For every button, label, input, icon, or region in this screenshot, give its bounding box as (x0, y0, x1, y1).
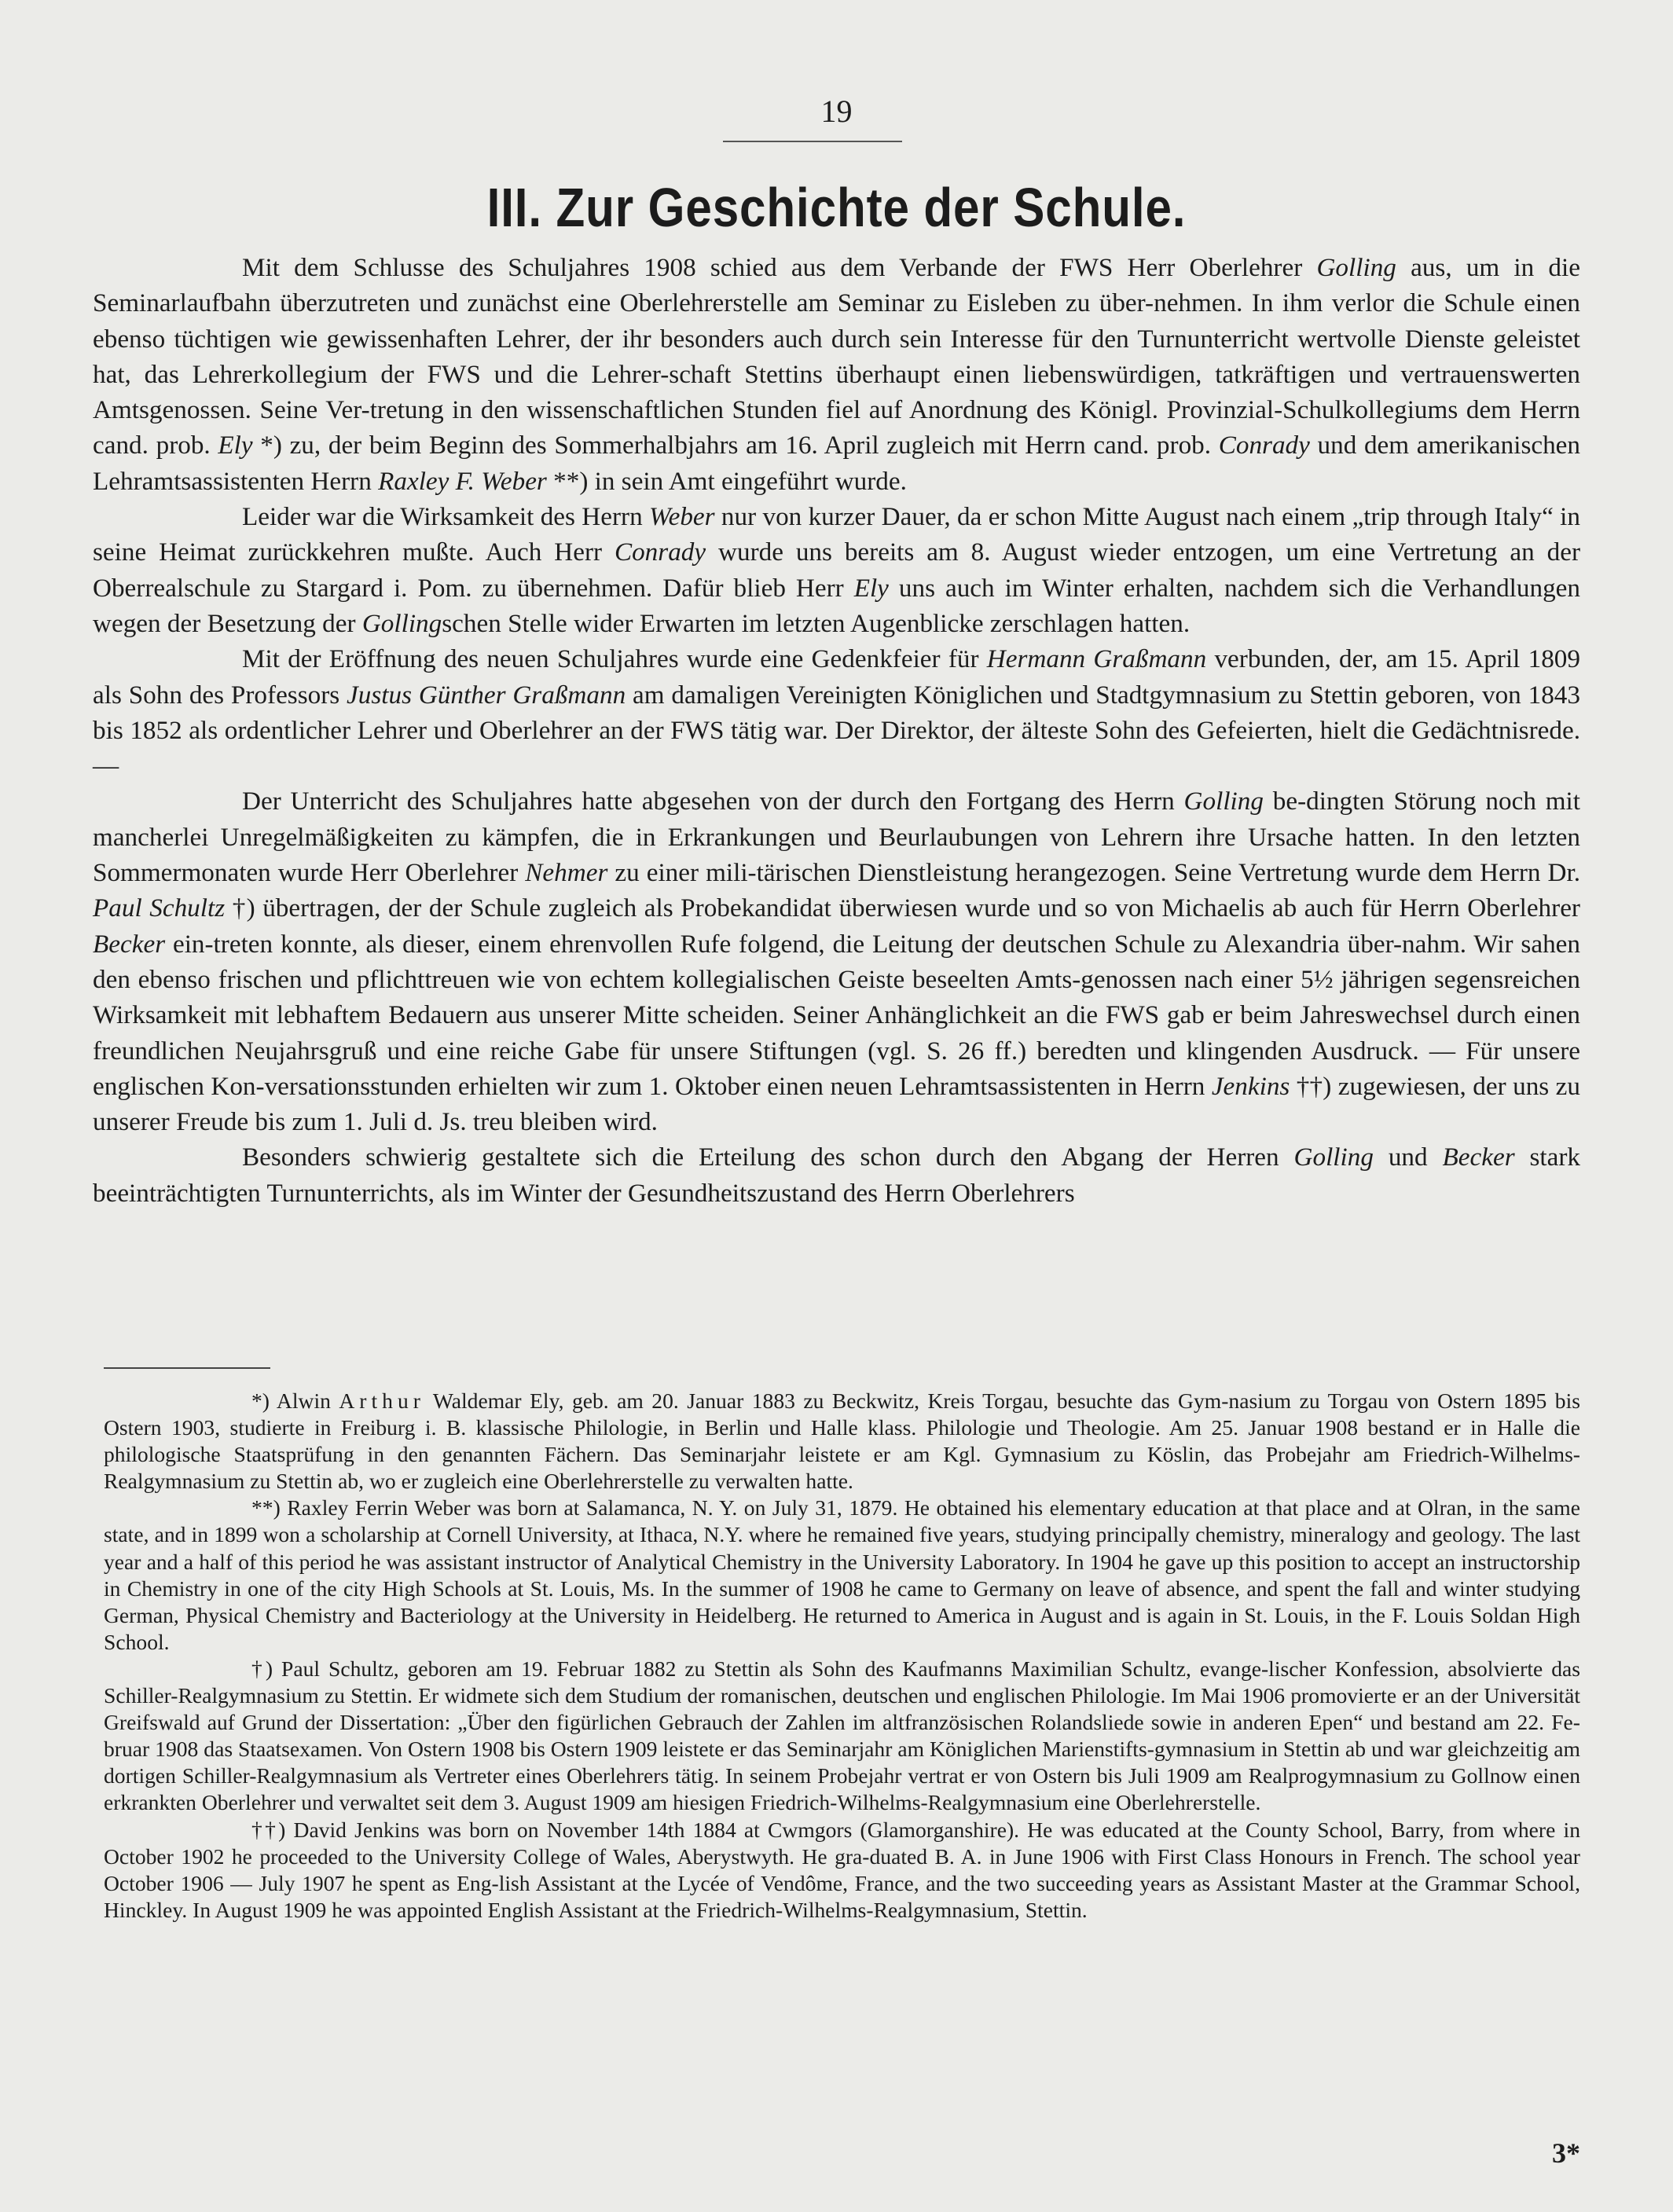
text-run: am damaligen Vereinigten Königlichen und Stadtgymnasium zu Stettin geboren, von 1843 bis 1852 als ordentlicher Lehrer und Oberlehrer an der FWS tätig war. Der Direktor, der älteste Sohn des Gefeierten, hielt die Gedächtnisrede. — (93, 680, 1580, 781)
italic-name: Jenkins (1211, 1071, 1290, 1101)
text-run: Leider war die Wirksamkeit des Herrn (242, 502, 649, 532)
footnote (104, 1388, 1580, 1495)
footnote (104, 1656, 1580, 1817)
italic-name: Justus Günther Graßmann (347, 680, 626, 710)
italic-name: Becker (1442, 1143, 1515, 1172)
text-run: ein-treten konnte, als dieser, einem ehrenvollen Rufe folgend, die Leitung der deutschen Schule zu Alexandria über-nahm. Wir sahen den ebenso frischen und pflichttreuen wie von echtem kollegialischen Geiste beseelten Amts-genossen nach einer 5½ jährigen segensreichen Wirksamkeit mit lebhaftem Bedauern aus unserer Mitte scheiden. Seiner Anhänglichkeit an die FWS gab er beim Jahreswechsel durch einen freundlichen Neujahrsgruß und eine reiche Gabe für unsere Stiftungen (vgl. S. 26 ff.) beredten und klingenden Ausdruck. — Für unsere englischen Kon-versationsstunden erhielten wir zum 1. Oktober einen neuen Lehramtsassistenten in Herrn (93, 929, 1580, 1101)
italic-name: Golling (1293, 1143, 1374, 1172)
italic-name: Golling (361, 608, 442, 638)
italic-name: Nehmer (525, 858, 608, 888)
italic-name: Raxley F. Weber (378, 466, 547, 496)
text-run: **) Raxley Ferrin Weber was born at Salamanca, N. Y. on July 31, 1879. He obtained his elementary education at that place and at Olran, in the same state, and in 1899 won a scholarship at Cornell University, at Ithaca, N.Y. where he remained five years, studying principally chemistry, mineralogy and geology. The last year and a half of this period he was assistant instructor of Analytical Chemistry in the University Laboratory. In 1904 he gave up this position to accept an instructorship in Chemistry in one of the city High Schools at St. Louis, Ms. In the summer of 1908 he came to Germany on leave of absence, and spent the fall and winter studying German, Physical Chemistry and Bacteriology at the University in Heidelberg. He returned to America in August and is again in St. Louis, in the F. Louis Soldan High School. (104, 1495, 1580, 1654)
page-number-rule (723, 141, 902, 142)
text-run: zu einer mili-tärischen Dienstleistung herangezogen. Seine Vertretung wurde dem Herrn Dr. (607, 858, 1580, 888)
italic-name: Ely (218, 431, 253, 460)
footnote-rule (104, 1367, 270, 1369)
spaced-name: Arthur (339, 1388, 425, 1413)
text-run: stark beeinträchtigten Turnunterrichts, als im Winter der Gesundheitszustand des Herrn Oberlehrers (93, 1143, 1581, 1208)
paragraph (93, 783, 1580, 1139)
text-run: Mit dem Schlusse des Schuljahres 1908 schied aus dem Verbande der FWS Herr Oberlehrer (242, 253, 1317, 282)
section-heading: III. Zur Geschichte der Schule. (486, 177, 1187, 238)
text-run: und dem amerikanischen Lehramtsassistenten Herrn (93, 431, 1581, 496)
text-run: *) zu, der beim Beginn des Sommerhalbjahrs am 16. April zugleich mit Herrn cand. prob. (252, 431, 1219, 460)
signature-mark: 3* (1552, 2137, 1580, 2169)
italic-name: Golling (1316, 253, 1396, 282)
text-run: wurde uns bereits am 8. August wieder entzogen, um eine Vertretung an der Oberrealschule zu Stargard i. Pom. zu übernehmen. Dafür blieb Herr (93, 537, 1580, 603)
italic-name: Weber (649, 502, 715, 532)
italic-name: Hermann Graßmann (986, 644, 1207, 674)
text-run: Besonders schwierig gestaltete sich die Erteilung des schon durch den Abgang der Herren (242, 1143, 1294, 1172)
paragraph (93, 499, 1580, 641)
text-run: †) Paul Schultz, geboren am 19. Februar 1882 zu Stettin als Sohn des Kaufmanns Maximilian Schultz, evange-lischer Konfession, absolvierte das Schiller-Realgymnasium zu Stettin. Er widmete sich dem Studium der romanischen, deutschen und englischen Philologie. Im Mai 1906 promovierte er an der Universität Greifswald auf Grund der Dissertation: „Über den figürlichen Gebrauch der Zahlen im altfranzösischen Rolandsliede sowie in anderen Epen“ und bestand am 22. Fe-bruar 1908 das Staatsexamen. Von Ostern 1908 bis Ostern 1909 leistete er das Seminarjahr am Königlichen Marienstifts-gymnasium in Stettin ab und war gleichzeitig am dortigen Schiller-Realgymnasium als Vertreter eines Oberlehrers tätig. In seinem Probejahr vertrat er von Ostern bis Juli 1909 am Realprogymnasium zu Gollnow einen erkrankten Oberlehrer und verwaltet seit dem 3. August 1909 am hiesigen Friedrich-Wilhelms-Realgymnasium eine Oberlehrerstelle. (104, 1656, 1580, 1815)
italic-name: Ely (853, 573, 889, 603)
text-run: aus, um in die Seminarlaufbahn überzutreten und zunächst eine Oberlehrerstelle am Seminar zu Eisleben zu über-nehmen. In ihm verlor die Schule einen ebenso tüchtigen wie gewissenhaften Lehrer, der ihr besonders auch durch sein Interesse für den Turnunterricht wertvolle Dienste geleistet hat, das Lehrerkollegium der FWS und die Lehrer-schaft Stettins überhaupt einen liebenswürdigen, tatkräftigen und vertrauenswerten Amtsgenossen. Seine Ver-tretung in den wissenschaftlichen Stunden fiel auf Anordnung des Königl. Provinzial-Schulkollegiums dem Herrn cand. prob. (93, 253, 1580, 460)
text-run: Waldemar Ely, geb. am 20. Januar 1883 zu Beckwitz, Kreis Torgau, besuchte das Gym-nasium zu Torgau von Ostern 1895 bis Ostern 1903, studierte in Freiburg i. B. klassische Philologie, in Berlin und Halle klass. Philologie und Theologie. Am 25. Januar 1908 bestand er in Halle die philologische Staatsprüfung in den genannten Fächern. Das Seminarjahr leistete er am Kgl. Gymnasium zu Köslin, das Probejahr am Friedrich-Wilhelms-Realgymnasium zu Stettin ab, wo er zugleich eine Oberlehrerstelle zu verwalten hatte. (104, 1388, 1581, 1494)
text-run: ††) zugewiesen, der uns zu unserer Freude bis zum 1. Juli d. Js. treu bleiben wird. (93, 1071, 1580, 1137)
text-run: Der Unterricht des Schuljahres hatte abgesehen von der durch den Fortgang des Herrn (242, 787, 1184, 816)
text-run: ††) David Jenkins was born on November 14th 1884 at Cwmgors (Glamorganshire). He was educated at the County School, Barry, from where in October 1902 he proceeded to the University College of Wales, Aberystwyth. He gra-duated B. A. in June 1906 with First Class Honours in French. The school year October 1906 — July 1907 he spent as Eng-lish Assistant at the Lycée of Vendôme, France, and the two succeeding years as Assistant Master at the Grammar School, Hinckley. In August 1909 he was appointed English Assistant at the Friedrich-Wilhelms-Realgymnasium, Stettin. (104, 1817, 1580, 1922)
paragraph (93, 1139, 1580, 1211)
text-run: **) in sein Amt eingeführt wurde. (546, 466, 907, 496)
text-run: *) Alwin (251, 1388, 339, 1413)
italic-name: Golling (1183, 787, 1264, 816)
text-run: uns auch im Winter erhalten, nachdem sich die Verhandlungen wegen der Besetzung der (93, 573, 1580, 638)
italic-name: Paul Schultz (93, 893, 226, 923)
text-run: be-dingten Störung noch mit mancherlei Unregelmäßigkeiten zu kämpfen, die in Erkrankungen und Beurlaubungen von Lehrern ihre Ursache hatten. In den letzten Sommermonaten wurde Herr Oberlehrer (93, 787, 1580, 888)
body-text (93, 250, 1580, 1211)
paragraph (93, 641, 1580, 783)
text-run: verbunden, der, am 15. April 1809 als Sohn des Professors (93, 644, 1580, 710)
page-number: 19 (820, 94, 853, 129)
text-run: und (1373, 1143, 1443, 1172)
italic-name: Becker (93, 929, 166, 959)
footnotes (104, 1388, 1580, 1924)
footnote (104, 1817, 1580, 1924)
italic-name: Conrady (614, 537, 706, 567)
text-run: nur von kurzer Dauer, da er schon Mitte August nach einem „trip through Italy“ in seine Heimat zurückkehren mußte. Auch Herr (93, 502, 1580, 567)
footnote (104, 1495, 1580, 1656)
text-run: schen Stelle wider Erwarten im letzten Augenblicke zerschlagen hatten. (442, 608, 1191, 638)
italic-name: Conrady (1218, 431, 1310, 460)
text-run: Mit der Eröffnung des neuen Schuljahres wurde eine Gedenkfeier für (242, 644, 987, 674)
paragraph (93, 250, 1580, 499)
text-run: †) übertragen, der der Schule zugleich als Probekandidat überwiesen wurde und so von Michaelis ab auch für Herrn Oberlehrer (225, 893, 1580, 923)
